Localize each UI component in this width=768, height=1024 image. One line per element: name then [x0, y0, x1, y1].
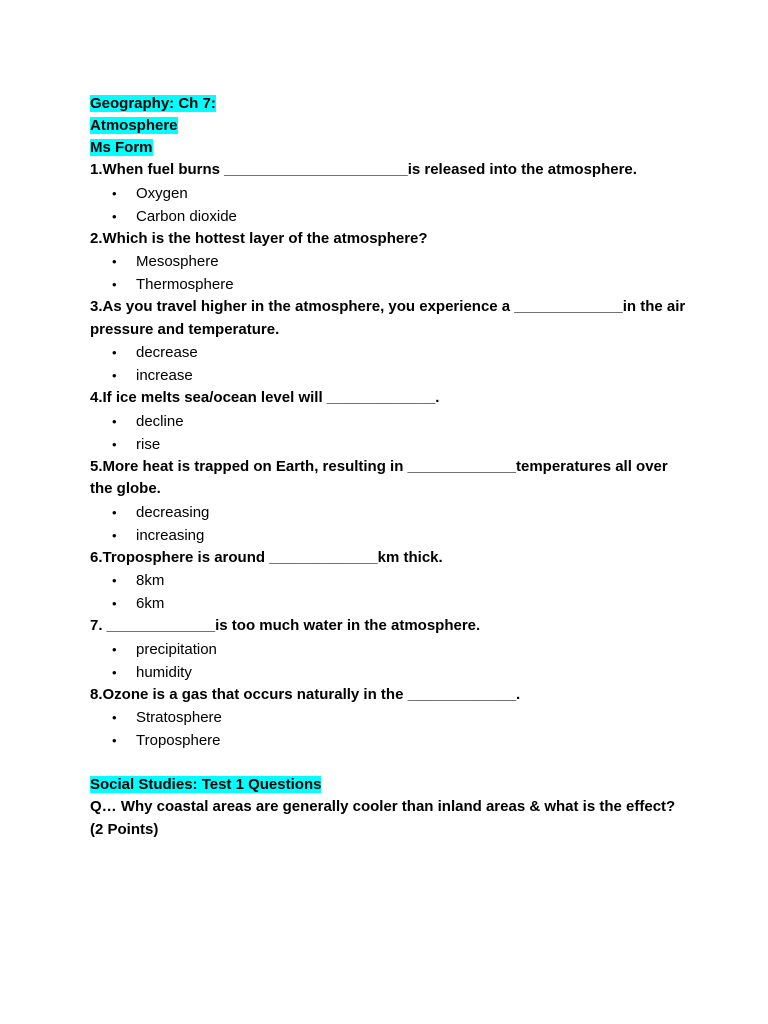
- bullet-icon: •: [112, 710, 117, 725]
- question-6-options: [90, 569, 690, 615]
- option: • rise: [90, 433, 690, 456]
- option: • 8km: [90, 569, 690, 592]
- option: • 6km: [90, 592, 690, 615]
- form-label: Ms Form: [90, 139, 153, 156]
- document-content: [90, 93, 690, 841]
- question-1-options: [90, 182, 690, 228]
- bullet-icon: •: [112, 185, 117, 201]
- bullet-icon: •: [112, 254, 117, 269]
- chapter-title: Geography: Ch 7:: [90, 95, 216, 112]
- question-8: 8.Ozone is a gas that occurs naturally in the _____________.: [90, 685, 521, 703]
- bullet-icon: •: [112, 368, 117, 383]
- bullet-icon: •: [112, 733, 117, 748]
- option: • humidity: [90, 661, 690, 684]
- question-4-options: [90, 410, 690, 456]
- bullet-icon: •: [112, 596, 117, 611]
- bullet-icon: •: [112, 504, 117, 520]
- option: • precipitation: [90, 638, 690, 661]
- header-line-3: [90, 137, 690, 159]
- chapter-topic: Atmosphere: [90, 117, 178, 134]
- bullet-icon: •: [112, 345, 117, 360]
- question-5-options: [90, 501, 690, 547]
- bullet-icon: •: [112, 573, 117, 588]
- question-4: 4.If ice melts sea/ocean level will _____________.: [90, 389, 440, 406]
- option: • Thermosphere: [90, 273, 690, 296]
- option: • decreasing: [90, 501, 690, 524]
- question-6: 6.Troposphere is around _____________km thick.: [90, 548, 443, 566]
- question-3-options: [90, 341, 690, 387]
- question-3: 3.As you travel higher in the atmosphere, you experience a _____________in the air pressure and temperature.: [90, 298, 690, 338]
- social-studies-header: [90, 774, 690, 796]
- option: • decline: [90, 410, 690, 433]
- section-spacer: [90, 752, 690, 774]
- question-2-options: [90, 250, 690, 296]
- option: • Troposphere: [90, 729, 690, 752]
- question-7-options: [90, 638, 690, 684]
- bullet-icon: •: [112, 436, 117, 452]
- bullet-icon: •: [112, 527, 117, 543]
- option: • Mesosphere: [90, 250, 690, 273]
- option: • decrease: [90, 341, 690, 364]
- bullet-icon: •: [112, 277, 117, 292]
- question-2: 2.Which is the hottest layer of the atmosphere?: [90, 229, 428, 247]
- option: • increase: [90, 364, 690, 387]
- question-7: 7. _____________is too much water in the atmosphere.: [90, 617, 481, 634]
- option: • Oxygen: [90, 182, 690, 205]
- option: • increasing: [90, 524, 690, 547]
- header-line-1: [90, 93, 690, 115]
- question-8-options: [90, 706, 690, 752]
- social-studies-title: Social Studies: Test 1 Questions: [90, 776, 322, 793]
- option: • Carbon dioxide: [90, 205, 690, 228]
- bullet-icon: •: [112, 641, 117, 657]
- option: • Stratosphere: [90, 706, 690, 729]
- bullet-icon: •: [112, 413, 117, 429]
- bullet-icon: •: [112, 208, 117, 224]
- header-line-2: [90, 115, 690, 137]
- social-studies-question: Q… Why coastal areas are generally cooler than inland areas & what is the effect? (2 Points): [90, 798, 680, 838]
- question-5: 5.More heat is trapped on Earth, resulting in _____________temperatures all over the globe.: [90, 457, 672, 497]
- question-1: 1.When fuel burns ______________________is released into the atmosphere.: [90, 161, 637, 178]
- bullet-icon: •: [112, 664, 117, 680]
